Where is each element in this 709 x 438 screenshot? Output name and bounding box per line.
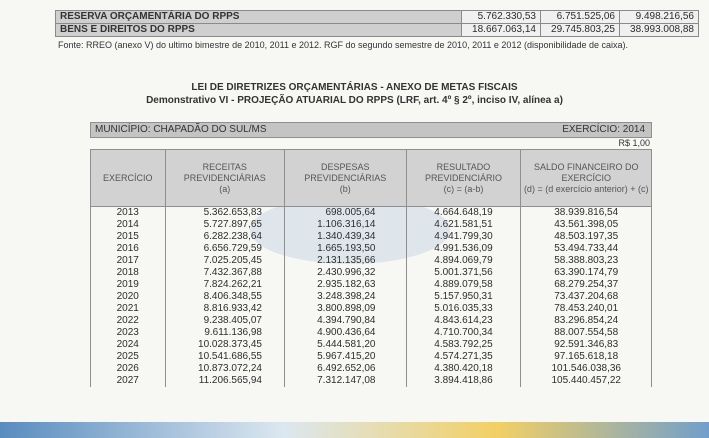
source-note: Fonte: RREO (anexo V) do ultimo bimestre de 2010, 2011 e 2012. RGF do segundo semestre de 2010, 2011 e 2012 (disponibilidade de caixa). xyxy=(58,40,629,50)
summary-row xyxy=(56,24,699,37)
cell-exercicio: 2022 xyxy=(91,315,166,327)
summary-row xyxy=(56,11,699,24)
cell-despesas: 4.900.436,64 xyxy=(284,327,406,339)
cell-saldo: 38.939.816,54 xyxy=(521,207,652,220)
cell-saldo: 63.390.174,79 xyxy=(521,267,652,279)
cell-resultado: 4.889.079,58 xyxy=(406,279,521,291)
cell-despesas: 6.492.652,06 xyxy=(284,363,406,375)
currency-unit: R$ 1,00 xyxy=(618,138,650,148)
cell-exercicio: 2017 xyxy=(91,255,166,267)
cell-exercicio: 2016 xyxy=(91,243,166,255)
cell-despesas: 4.394.790,84 xyxy=(284,315,406,327)
footer-decorative-band xyxy=(0,422,709,438)
cell-resultado: 3.894.418,86 xyxy=(406,375,521,387)
cell-saldo: 88.007.554,58 xyxy=(521,327,652,339)
table-row xyxy=(91,351,652,363)
cell-saldo: 68.279.254,37 xyxy=(521,279,652,291)
municipio-label: MUNICÍPIO: CHAPADÃO DO SUL/MS xyxy=(95,124,267,135)
cell-exercicio: 2015 xyxy=(91,231,166,243)
document-subtitle: Demonstrativo VI - PROJEÇÃO ATUARIAL DO RPPS (LRF, art. 4º § 2º, inciso IV, alínea a) xyxy=(146,95,563,106)
cell-receitas: 8.816.933,42 xyxy=(165,303,284,315)
header-exercicio: EXERCÍCIO xyxy=(91,150,166,207)
cell-resultado: 5.001.371,56 xyxy=(406,267,521,279)
cell-despesas: 1.665.193,50 xyxy=(284,243,406,255)
cell-resultado: 4.894.069,79 xyxy=(406,255,521,267)
table-row xyxy=(91,363,652,375)
table-row xyxy=(91,339,652,351)
cell-resultado: 5.157.950,31 xyxy=(406,291,521,303)
cell-resultado: 4.380.420,18 xyxy=(406,363,521,375)
cell-despesas: 2.131.135,66 xyxy=(284,255,406,267)
table-row xyxy=(91,315,652,327)
header-receitas: RECEITAS PREVIDENCIÁRIAS (a) xyxy=(165,150,284,207)
cell-resultado: 4.621.581,51 xyxy=(406,219,521,231)
cell-receitas: 5.727.897,65 xyxy=(165,219,284,231)
table-row xyxy=(91,303,652,315)
municipio-bar xyxy=(90,122,652,138)
cell-receitas: 9.611.136,98 xyxy=(165,327,284,339)
cell-resultado: 4.991.536,09 xyxy=(406,243,521,255)
cell-saldo: 58.388.803,23 xyxy=(521,255,652,267)
cell-receitas: 7.824.262,21 xyxy=(165,279,284,291)
header-resultado: RESULTADO PREVIDENCIÁRIO (c) = (a-b) xyxy=(406,150,521,207)
summary-value: 6.751.525,06 xyxy=(541,11,620,24)
summary-label: RESERVA ORÇAMENTÁRIA DO RPPS xyxy=(56,11,462,24)
cell-exercicio: 2024 xyxy=(91,339,166,351)
cell-saldo: 105.440.457,22 xyxy=(521,375,652,387)
cell-resultado: 4.843.614,23 xyxy=(406,315,521,327)
header-saldo: SALDO FINANCEIRO DO EXERCÍCIO (d) = (d exercício anterior) + (c) xyxy=(521,150,652,207)
cell-exercicio: 2018 xyxy=(91,267,166,279)
cell-resultado: 4.941.799,30 xyxy=(406,231,521,243)
cell-saldo: 101.546.038,36 xyxy=(521,363,652,375)
cell-receitas: 5.362.653,83 xyxy=(165,207,284,220)
cell-despesas: 2.430.996,32 xyxy=(284,267,406,279)
table-row xyxy=(91,279,652,291)
table-row xyxy=(91,231,652,243)
cell-despesas: 3.800.898,09 xyxy=(284,303,406,315)
cell-receitas: 6.282.238,64 xyxy=(165,231,284,243)
cell-exercicio: 2014 xyxy=(91,219,166,231)
summary-value: 18.667.063,14 xyxy=(462,24,541,37)
cell-receitas: 10.028.373,45 xyxy=(165,339,284,351)
cell-resultado: 4.710.700,34 xyxy=(406,327,521,339)
cell-exercicio: 2026 xyxy=(91,363,166,375)
cell-despesas: 7.312.147,08 xyxy=(284,375,406,387)
cell-receitas: 8.406.348,55 xyxy=(165,291,284,303)
cell-despesas: 1.106.316,14 xyxy=(284,219,406,231)
cell-exercicio: 2019 xyxy=(91,279,166,291)
cell-receitas: 10.541.686,55 xyxy=(165,351,284,363)
cell-despesas: 2.935.182,63 xyxy=(284,279,406,291)
table-row xyxy=(91,255,652,267)
cell-saldo: 78.453.240,01 xyxy=(521,303,652,315)
table-row xyxy=(91,327,652,339)
table-row xyxy=(91,267,652,279)
summary-value: 9.498.216,56 xyxy=(620,11,699,24)
cell-saldo: 48.503.197,35 xyxy=(521,231,652,243)
table-row xyxy=(91,243,652,255)
header-row xyxy=(91,150,652,207)
cell-resultado: 4.574.271,35 xyxy=(406,351,521,363)
cell-saldo: 83.296.854,24 xyxy=(521,315,652,327)
cell-receitas: 9.238.405,07 xyxy=(165,315,284,327)
cell-despesas: 1.340.439,34 xyxy=(284,231,406,243)
cell-exercicio: 2027 xyxy=(91,375,166,387)
summary-value: 29.745.803,25 xyxy=(541,24,620,37)
cell-saldo: 92.591.346,83 xyxy=(521,339,652,351)
cell-receitas: 7.432.367,88 xyxy=(165,267,284,279)
cell-resultado: 4.664.648,19 xyxy=(406,207,521,220)
cell-exercicio: 2020 xyxy=(91,291,166,303)
cell-despesas: 5.967.415,20 xyxy=(284,351,406,363)
cell-receitas: 6.656.729,59 xyxy=(165,243,284,255)
table-row xyxy=(91,207,652,220)
table-row xyxy=(91,291,652,303)
cell-saldo: 97.165.618,18 xyxy=(521,351,652,363)
cell-saldo: 53.494.733,44 xyxy=(521,243,652,255)
cell-receitas: 11.206.565,94 xyxy=(165,375,284,387)
cell-despesas: 5.444.581,20 xyxy=(284,339,406,351)
cell-exercicio: 2023 xyxy=(91,327,166,339)
cell-saldo: 43.561.398,05 xyxy=(521,219,652,231)
cell-exercicio: 2013 xyxy=(91,207,166,220)
exercicio-label: EXERCÍCIO: 2014 xyxy=(562,124,645,135)
summary-table xyxy=(55,10,699,37)
table-row xyxy=(91,219,652,231)
cell-saldo: 73.437.204,68 xyxy=(521,291,652,303)
cell-resultado: 5.016.035,33 xyxy=(406,303,521,315)
cell-exercicio: 2025 xyxy=(91,351,166,363)
cell-exercicio: 2021 xyxy=(91,303,166,315)
cell-receitas: 7.025.205,45 xyxy=(165,255,284,267)
summary-value: 38.993.008,88 xyxy=(620,24,699,37)
projection-table xyxy=(90,149,652,387)
summary-label: BENS E DIREITOS DO RPPS xyxy=(56,24,462,37)
summary-value: 5.762.330,53 xyxy=(462,11,541,24)
cell-despesas: 3.248.398,24 xyxy=(284,291,406,303)
cell-despesas: 698.005,64 xyxy=(284,207,406,220)
table-row xyxy=(91,375,652,387)
cell-resultado: 4.583.792,25 xyxy=(406,339,521,351)
header-despesas: DESPESAS PREVIDENCIÁRIAS (b) xyxy=(284,150,406,207)
document-title: LEI DE DIRETRIZES ORÇAMENTÁRIAS - ANEXO DE METAS FISCAIS xyxy=(191,82,518,93)
cell-receitas: 10.873.072,24 xyxy=(165,363,284,375)
